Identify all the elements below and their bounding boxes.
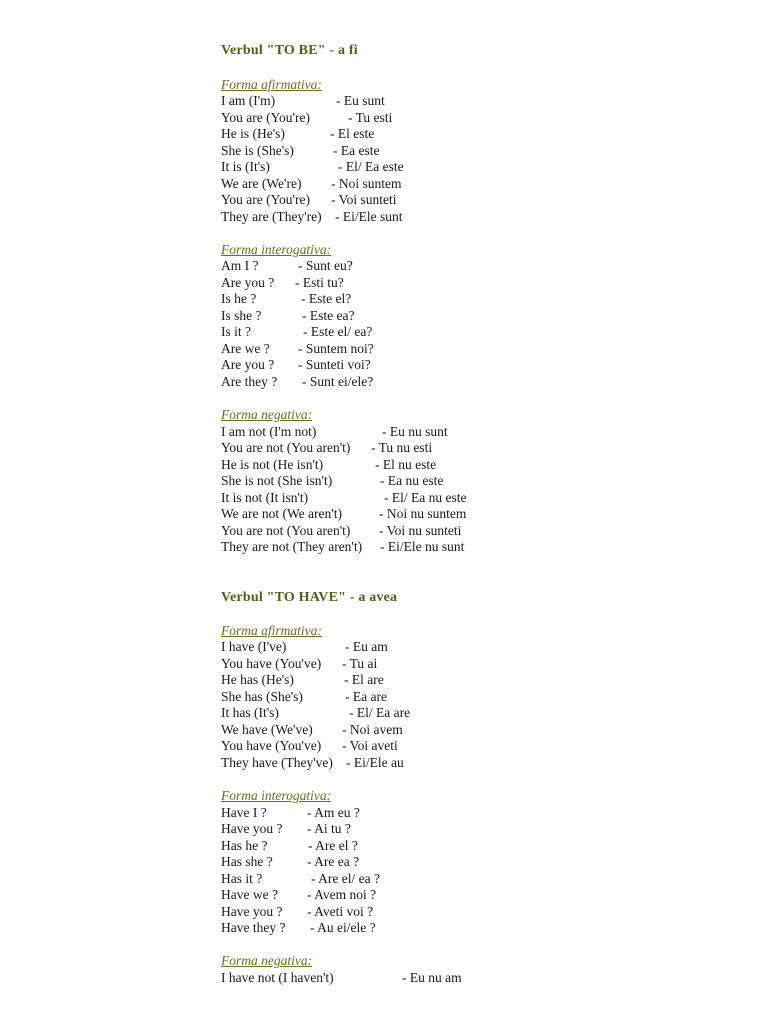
romanian-translation: - Ea are — [345, 689, 387, 704]
english-form: Is she ? — [221, 308, 262, 323]
romanian-translation: - Tu ai — [342, 656, 378, 671]
romanian-translation: - Ei/Ele au — [346, 755, 404, 770]
section-title-to-have: Verbul "TO HAVE" - a avea — [221, 590, 398, 605]
english-form: Are they ? — [221, 374, 278, 389]
english-form: They are not (They aren't) — [221, 539, 363, 554]
romanian-translation: - Ea nu este — [380, 473, 444, 488]
romanian-translation: - Sunt ei/ele? — [302, 374, 374, 389]
romanian-translation: - Ea este — [333, 143, 380, 158]
english-form: You have (You've) — [221, 656, 322, 671]
romanian-translation: - Este el? — [301, 291, 352, 306]
english-form: Are we ? — [221, 341, 270, 356]
english-form: Are you ? — [221, 275, 275, 290]
english-form: Have you ? — [221, 821, 283, 836]
subheading-affirmative-to-be: Forma afirmativa: — [221, 77, 322, 92]
romanian-translation: - Ei/Ele nu sunt — [380, 539, 465, 554]
english-form: Have I ? — [221, 805, 267, 820]
english-form: Have you ? — [221, 904, 283, 919]
subheading-negative-to-have: Forma negativa: — [221, 953, 313, 968]
romanian-translation: - Voi sunteti — [331, 192, 397, 207]
english-form: Has it ? — [221, 871, 263, 886]
english-form: We have (We've) — [221, 722, 313, 737]
english-form: Are you ? — [221, 357, 275, 372]
romanian-translation: - El nu este — [375, 457, 437, 472]
english-form: Is it ? — [221, 324, 251, 339]
romanian-translation: - Este ea? — [302, 308, 355, 323]
english-form: It is (It's) — [221, 159, 270, 174]
romanian-translation: - Are ea ? — [307, 854, 360, 869]
english-form: He is not (He isn't) — [221, 457, 324, 472]
romanian-translation: - Esti tu? — [295, 275, 344, 290]
romanian-translation: - Sunt eu? — [298, 258, 353, 273]
english-form: Has she ? — [221, 854, 273, 869]
english-form: Is he ? — [221, 291, 257, 306]
english-form: You are not (You aren't) — [221, 440, 351, 455]
english-form: They are (They're) — [221, 209, 322, 224]
romanian-translation: - Noi avem — [342, 722, 403, 737]
english-form: We are not (We aren't) — [221, 506, 342, 521]
english-form: She is not (She isn't) — [221, 473, 333, 488]
romanian-translation: - Aveti voi ? — [307, 904, 374, 919]
english-form: You are (You're) — [221, 110, 310, 125]
romanian-translation: - Are el/ ea ? — [311, 871, 380, 886]
subheading-interrogative-to-be: Forma interogativa: — [221, 242, 332, 257]
english-form: You are (You're) — [221, 192, 310, 207]
romanian-translation: - Sunteti voi? — [298, 357, 371, 372]
romanian-translation: - El/ Ea nu este — [384, 490, 467, 505]
english-form: Am I ? — [221, 258, 259, 273]
romanian-translation: - Noi suntem — [331, 176, 402, 191]
romanian-translation: - El are — [344, 672, 384, 687]
english-form: Has he ? — [221, 838, 268, 853]
english-form: She has (She's) — [221, 689, 303, 704]
romanian-translation: - Eu sunt — [336, 93, 385, 108]
romanian-translation: - Avem noi ? — [307, 887, 377, 902]
romanian-translation: - Este el/ ea? — [303, 324, 373, 339]
romanian-translation: - Eu nu sunt — [382, 424, 448, 439]
romanian-translation: - Ai tu ? — [307, 821, 351, 836]
subheading-negative-to-be: Forma negativa: — [221, 407, 313, 422]
english-form: Have we ? — [221, 887, 278, 902]
section-title-to-be: Verbul "TO BE" - a fi — [221, 43, 358, 58]
english-form: He is (He's) — [221, 126, 285, 141]
english-form: They have (They've) — [221, 755, 333, 770]
romanian-translation: - El/ Ea are — [349, 705, 411, 720]
english-form: You have (You've) — [221, 738, 322, 753]
english-form: I am not (I'm not) — [221, 424, 317, 439]
romanian-translation: - Au ei/ele ? — [310, 920, 376, 935]
romanian-translation: - El/ Ea este — [338, 159, 404, 174]
romanian-translation: - Are el ? — [308, 838, 358, 853]
romanian-translation: - Tu esti — [348, 110, 393, 125]
romanian-translation: - Am eu ? — [307, 805, 360, 820]
english-form: He has (He's) — [221, 672, 294, 687]
romanian-translation: - Voi aveti — [342, 738, 398, 753]
romanian-translation: - El este — [330, 126, 375, 141]
english-form: I have (I've) — [221, 639, 287, 654]
romanian-translation: - Eu nu am — [402, 970, 462, 985]
english-form: You are not (You aren't) — [221, 523, 351, 538]
romanian-translation: - Tu nu esti — [371, 440, 433, 455]
english-form: I have not (I haven't) — [221, 970, 334, 985]
english-form: We are (We're) — [221, 176, 302, 191]
romanian-translation: - Noi nu suntem — [379, 506, 467, 521]
romanian-translation: - Ei/Ele sunt — [335, 209, 403, 224]
romanian-translation: - Suntem noi? — [298, 341, 374, 356]
english-form: Have they ? — [221, 920, 286, 935]
subheading-interrogative-to-have: Forma interogativa: — [221, 788, 332, 803]
english-form: It has (It's) — [221, 705, 279, 720]
english-form: I am (I'm) — [221, 93, 276, 108]
romanian-translation: - Eu am — [345, 639, 388, 654]
english-form: It is not (It isn't) — [221, 490, 309, 505]
romanian-translation: - Voi nu sunteti — [379, 523, 462, 538]
english-form: She is (She's) — [221, 143, 294, 158]
subheading-affirmative-to-have: Forma afirmativa: — [221, 623, 322, 638]
